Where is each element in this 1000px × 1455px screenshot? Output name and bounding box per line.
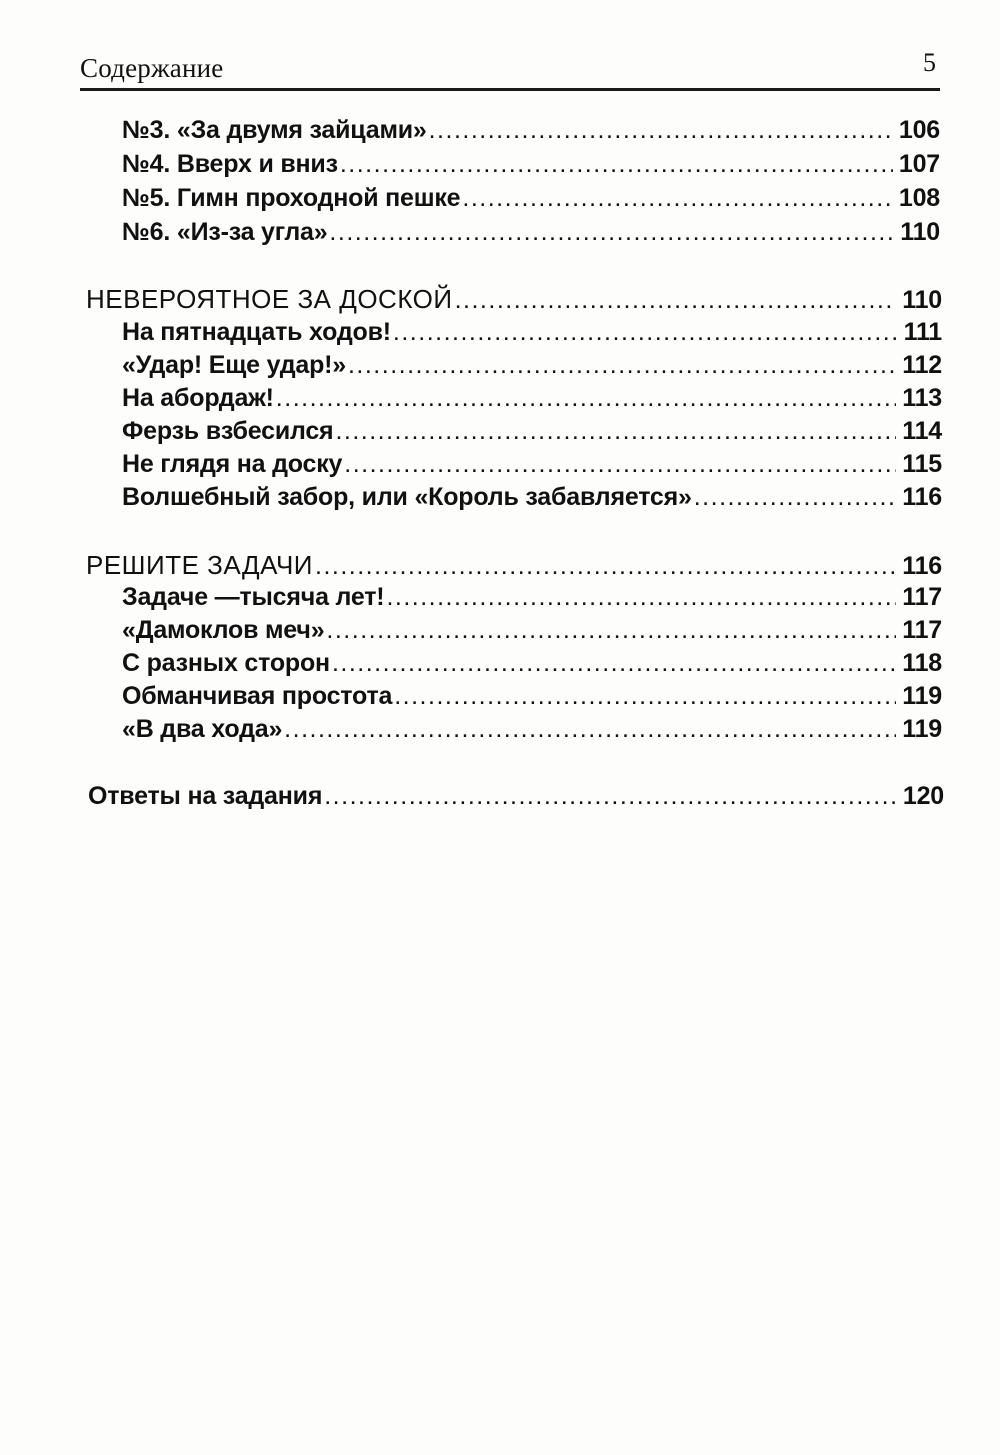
toc-entry-page: 117 — [902, 616, 942, 644]
toc-entry-page: 114 — [902, 417, 942, 445]
dot-leader — [386, 583, 896, 612]
toc-entry-label: №5. Гимн проходной пешке — [122, 184, 461, 212]
dot-leader — [394, 682, 896, 711]
toc-entry-page: 112 — [902, 351, 942, 379]
toc-entry-page: 106 — [898, 116, 940, 144]
dot-leader — [348, 351, 896, 380]
dot-leader — [326, 616, 896, 645]
toc-entry[interactable] — [122, 218, 940, 252]
toc-entry[interactable] — [122, 417, 942, 451]
toc-entry[interactable] — [122, 116, 940, 150]
toc-entry[interactable] — [122, 682, 942, 716]
toc-entry-label: Задаче —тысяча лет! — [122, 583, 385, 611]
toc-entry[interactable] — [122, 351, 942, 385]
toc-entry[interactable] — [122, 583, 942, 617]
toc-entry-page: 116 — [902, 483, 942, 511]
toc-entry[interactable] — [122, 318, 942, 352]
toc-entry-page: 118 — [902, 649, 942, 677]
toc-section-heading[interactable] — [86, 284, 942, 318]
toc-entry-page: 111 — [903, 318, 942, 346]
toc-entry-label: На абордаж! — [122, 384, 274, 412]
toc-entry-label: «Удар! Еще удар!» — [122, 351, 346, 379]
toc-entry-label: «В два хода» — [122, 715, 283, 743]
toc-entry[interactable] — [122, 450, 942, 484]
toc-entry[interactable] — [122, 483, 942, 517]
toc-entry-label: На пятнадцать ходов! — [122, 318, 391, 346]
page-number: 5 — [923, 48, 936, 77]
dot-leader — [393, 318, 898, 347]
page-header — [80, 44, 940, 91]
toc-entry[interactable] — [122, 649, 942, 683]
toc-entry-page: 115 — [902, 450, 942, 478]
toc-entry-label: Не глядя на доску — [122, 450, 343, 478]
toc-entry-page: 108 — [898, 184, 940, 212]
toc-entry-page: 110 — [900, 218, 940, 246]
toc-entry-label: Волшебный забор, или «Король забавляется» — [122, 483, 692, 511]
toc-entry-page: 117 — [902, 583, 942, 611]
toc-entry-page: 119 — [902, 715, 942, 743]
running-title: Содержание — [80, 53, 224, 83]
toc-entry-label: Ферзь взбесился — [122, 417, 334, 445]
dot-leader — [344, 450, 896, 479]
dot-leader — [429, 116, 893, 145]
dot-leader — [340, 150, 893, 179]
toc-entry-label: №6. «Из-за угла» — [122, 218, 328, 246]
toc-section-title: РЕШИТЕ ЗАДАЧИ — [86, 550, 313, 580]
toc-section-title: НЕВЕРОЯТНОЕ ЗА ДОСКОЙ — [86, 284, 453, 314]
toc-entry-page: 107 — [898, 150, 940, 178]
toc-entry-page: 120 — [902, 782, 944, 810]
toc-entry-label: Обманчивая простота — [122, 682, 393, 710]
dot-leader — [324, 782, 897, 811]
dot-leader — [332, 649, 896, 678]
toc-entry[interactable] — [122, 616, 942, 650]
toc-entry-page: 113 — [902, 384, 942, 412]
toc-entry-label: №3. «За двумя зайцами» — [122, 116, 427, 144]
toc-entry-answers[interactable] — [88, 782, 944, 816]
toc-entry-label: №4. Вверх и вниз — [122, 150, 338, 178]
toc-entry[interactable] — [122, 715, 942, 749]
dot-leader — [694, 483, 897, 512]
toc-entry-label: «Дамоклов меч» — [122, 616, 325, 644]
toc-entry[interactable] — [122, 384, 942, 418]
toc-entry-label: Ответы на задания — [88, 782, 323, 810]
toc-section-page: 116 — [902, 552, 942, 580]
dot-leader — [315, 552, 896, 581]
toc-entry-label: С разных сторон — [122, 649, 330, 677]
dot-leader — [462, 184, 892, 213]
dot-leader — [335, 417, 896, 446]
toc-section-page: 110 — [902, 286, 942, 314]
dot-leader — [329, 218, 894, 247]
dot-leader — [276, 384, 896, 413]
dot-leader — [455, 286, 897, 315]
toc-entry[interactable] — [122, 184, 940, 218]
toc-entry[interactable] — [122, 150, 940, 184]
toc-section-heading[interactable] — [86, 550, 942, 584]
dot-leader — [284, 715, 896, 744]
toc-entry-page: 119 — [902, 682, 942, 710]
